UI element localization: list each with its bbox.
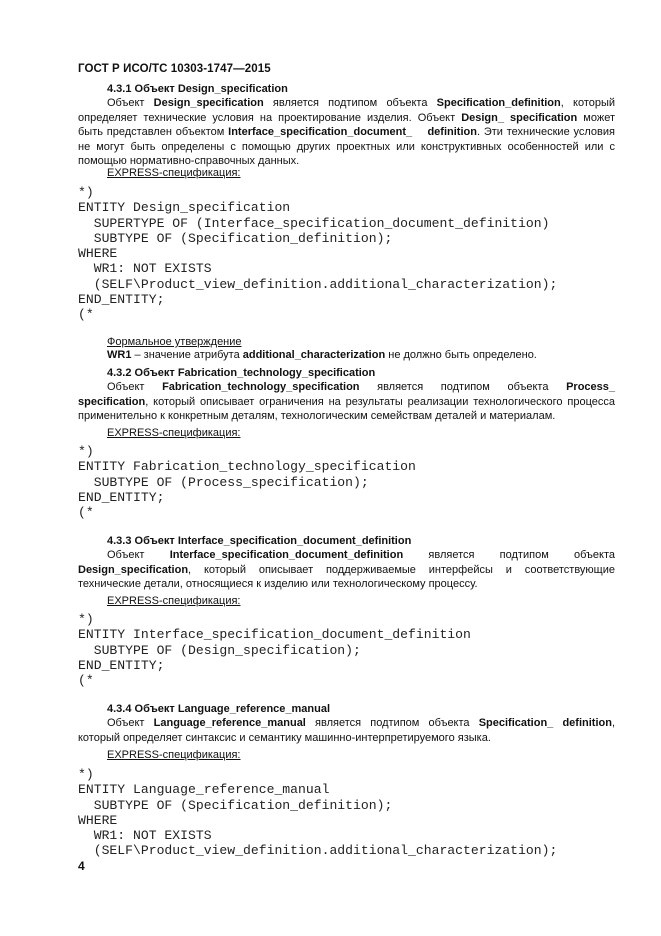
- section-4-3-1-paragraph: Объект Design_specification является подтипом объекта Specification_definition, который определяет технические условия на проектирование изделия. Объект Design_ specification может быть представлен объектом Interface_specification_document_ definition. Эти технические условия не могут быть определены с помощью других проектных или конструктивных особенностей или с помощью нормативно-справочных данных.: [78, 97, 616, 168]
- section-4-3-1-heading: 4.3.1 Объект Design_specification: [107, 83, 288, 95]
- document-header: ГОСТ Р ИСО/ТС 10303-1747—2015: [78, 63, 271, 75]
- formal-statement-label: Формальное утверждение: [107, 336, 242, 348]
- section-4-3-2-paragraph: Объект Fabrication_technology_specification является подтипом объекта Process_ specification, который описывает ограничения на результаты реализации технологического процесса применительно к конкретным деталям, технологическим семействам деталей и материалам.: [78, 381, 616, 423]
- formal-statement-text: WR1 – значение атрибута additional_characterization не должно быть определено.: [107, 349, 537, 361]
- section-4-3-2-heading: 4.3.2 Объект Fabrication_technology_specification: [107, 367, 376, 379]
- express-spec-label: EXPRESS-спецификация:: [107, 427, 241, 439]
- express-code-block: *) ENTITY Design_specification SUPERTYPE OF (Interface_specification_document_definition) SUBTYPE OF (Specification_definition); WHERE WR1: NOT EXISTS (SELF\Product_view_definition.additional_characterization); END_ENTITY; (*: [78, 185, 558, 323]
- express-code-block: *) ENTITY Interface_specification_document_definition SUBTYPE OF (Design_specification); END_ENTITY; (*: [78, 612, 471, 689]
- page-number: 4: [78, 859, 85, 873]
- express-code-block: *) ENTITY Language_reference_manual SUBTYPE OF (Specification_definition); WHERE WR1: NOT EXISTS (SELF\Product_view_definition.additional_characterization);: [78, 767, 558, 859]
- section-4-3-4-paragraph: Объект Language_reference_manual является подтипом объекта Specification_ definition, который определяет синтаксис и семантику машинно-интерпретируемого языка.: [78, 717, 616, 744]
- express-code-block: *) ENTITY Fabrication_technology_specification SUBTYPE OF (Process_specification); END_ENTITY; (*: [78, 444, 416, 521]
- section-4-3-3-heading: 4.3.3 Объект Interface_specification_document_definition: [107, 535, 412, 547]
- section-4-3-3-paragraph: Объект Interface_specification_document_definition является подтипом объекта Design_specification, который описывает поддерживаемые интерфейсы и соответствующие технические детали, относящиеся к изделию или технологическому процессу.: [78, 549, 615, 591]
- express-spec-label: EXPRESS-спецификация:: [107, 167, 241, 179]
- express-spec-label: EXPRESS-спецификация:: [107, 749, 241, 761]
- express-spec-label: EXPRESS-спецификация:: [107, 595, 241, 607]
- section-4-3-4-heading: 4.3.4 Объект Language_reference_manual: [107, 703, 331, 715]
